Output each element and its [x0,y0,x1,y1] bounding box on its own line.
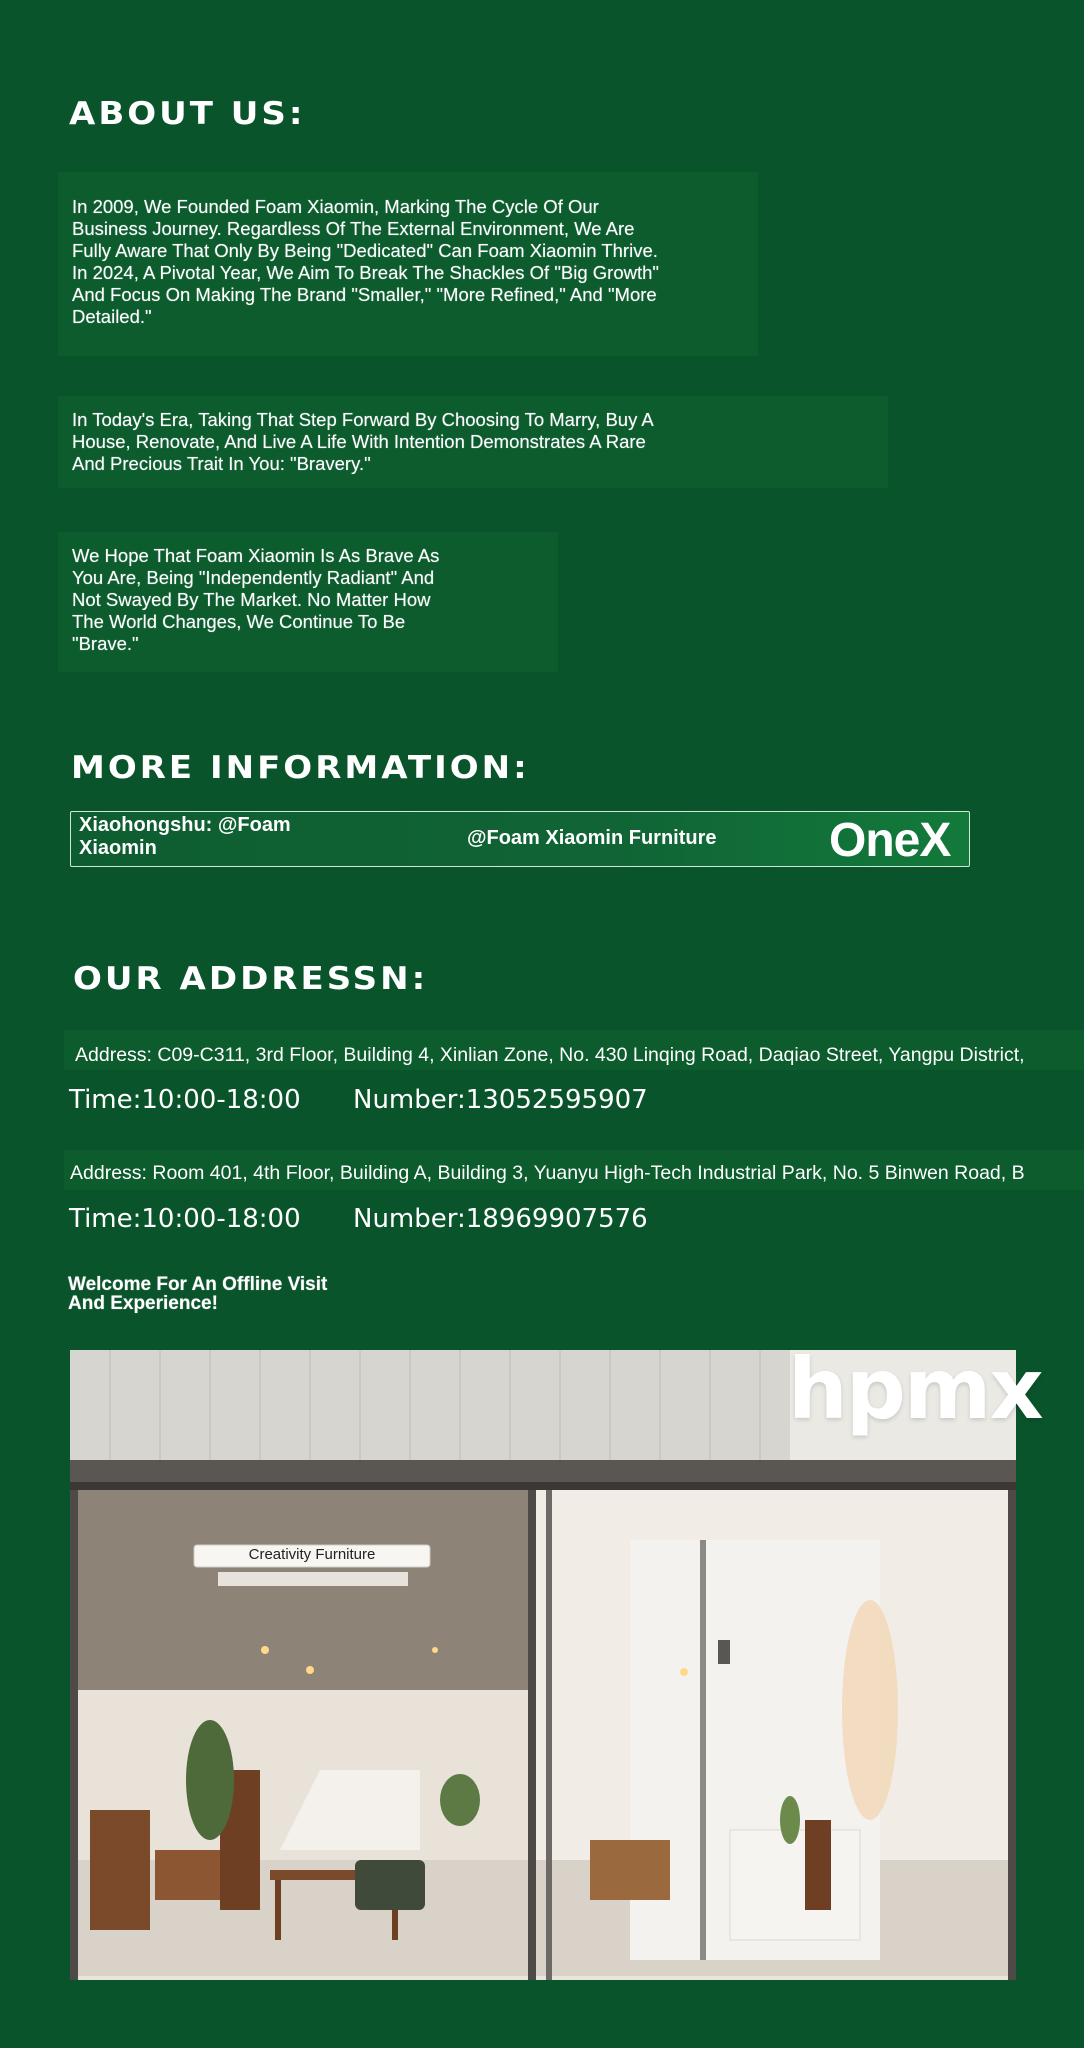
welcome-note: Welcome For An Offline Visit And Experience! [68,1274,328,1314]
social-info-box [70,811,970,867]
address-line-2: Address: Room 401, 4th Floor, Building A, Building 3, Yuanyu High-Tech Industrial Park, No. 5 Binwen Road, B [70,1162,1025,1184]
storefront-sign: hpmx [788,1340,1042,1438]
xiaohongshu-link[interactable]: Xiaohongshu: @Foam Xiaomin [79,814,291,859]
furniture-handle-link[interactable]: @Foam Xiaomin Furniture [467,827,717,849]
storefront-photo [70,1340,1042,1980]
banner-sign: Creativity Furniture [248,1546,376,1563]
address-heading: OUR ADDRESSN: [73,960,429,998]
about-heading: ABOUT US: [69,95,306,133]
about-paragraph-2: In Today's Era, Taking That Step Forward By Choosing To Marry, Buy A House, Renovate, And Live A Life With Intention Demonstrates A Rare And Precious Trait In You: "Bravery." [72,409,653,474]
onex-logo: OneX [829,814,951,867]
phone-number-2[interactable]: Number:18969907576 [353,1204,648,1234]
address-line-1: Address: C09-C311, 3rd Floor, Building 4, Xinlian Zone, No. 430 Linqing Road, Daqiao Street, Yangpu District, [75,1044,1025,1066]
store-hours-1: Time:10:00-18:00 [69,1085,301,1115]
store-hours-2: Time:10:00-18:00 [69,1204,301,1234]
about-paragraph-1: In 2009, We Founded Foam Xiaomin, Marking The Cycle Of Our Business Journey. Regardless Of The External Environment, We Are Fully Aware That Only By Being "Dedicated" Can Foam Xiaomin Thrive. In 2024, A Pivotal Year, We Aim To Break The Shackles Of "Big Growth" And Focus On Making The Brand "Smaller," "More Refined," And "More Detailed." [72,196,659,327]
more-info-heading: MORE INFORMATION: [71,749,530,787]
storefront-illustration [70,1350,1016,1980]
about-paragraph-3: We Hope That Foam Xiaomin Is As Brave As You Are, Being "Independently Radiant" And Not Swayed By The Market. No Matter How The World Changes, We Continue To Be "Brave." [72,545,440,654]
phone-number-1[interactable]: Number:13052595907 [353,1085,648,1115]
